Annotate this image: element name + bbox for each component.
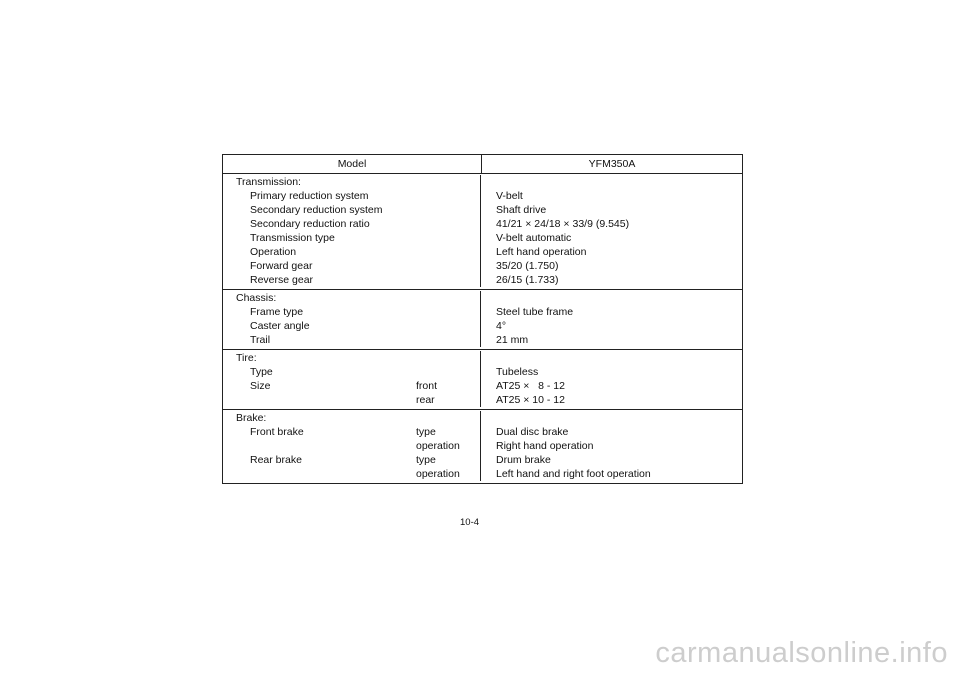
section-title-spacer <box>481 351 742 365</box>
spec-label: Front brake <box>250 426 304 438</box>
section-title-spacer <box>481 291 742 305</box>
spec-label: Primary reduction system <box>250 190 369 202</box>
spec-sublabel: type <box>416 454 436 466</box>
model-label: Model <box>223 155 482 173</box>
spec-value: AT25 × 10 - 12 <box>496 394 565 406</box>
spec-section <box>223 410 742 483</box>
spec-value: 4° <box>496 320 507 332</box>
spec-label: Caster angle <box>250 320 310 332</box>
spec-row-label <box>223 393 480 407</box>
spec-row-label <box>223 189 480 203</box>
spec-labels-column <box>223 291 481 347</box>
spec-values-column <box>481 175 742 287</box>
spec-labels-column <box>223 411 481 481</box>
spec-label: Rear brake <box>250 454 302 466</box>
spec-value: Shaft drive <box>496 204 547 216</box>
spec-label: Type <box>250 366 273 378</box>
spec-value: 35/20 (1.750) <box>496 260 559 272</box>
spec-label: Secondary reduction ratio <box>250 218 370 230</box>
spec-row-label <box>223 379 480 393</box>
spec-row-label <box>223 217 480 231</box>
spec-value: Dual disc brake <box>496 426 569 438</box>
spec-row-label <box>223 425 480 439</box>
spec-label: Reverse gear <box>250 274 314 286</box>
spec-label: Transmission type <box>250 232 335 244</box>
spec-sublabel: rear <box>416 394 435 406</box>
spec-row-label <box>223 203 480 217</box>
spec-sublabel: operation <box>416 440 460 452</box>
spec-value: Left hand operation <box>496 246 587 258</box>
spec-value: Drum brake <box>496 454 551 466</box>
spec-labels-column <box>223 175 481 287</box>
table-header <box>223 155 742 174</box>
watermark: carmanualsonline.info <box>655 637 948 669</box>
spec-label: Forward gear <box>250 260 313 272</box>
spec-values-column <box>481 351 742 407</box>
section-title-spacer <box>481 411 742 425</box>
spec-labels-column <box>223 351 481 407</box>
section-title: Brake: <box>236 412 267 424</box>
spec-value: Right hand operation <box>496 440 594 452</box>
spec-row-label <box>223 365 480 379</box>
spec-label: Secondary reduction system <box>250 204 383 216</box>
spec-section <box>223 174 742 290</box>
spec-value: 41/21 × 24/18 × 33/9 (9.545) <box>496 218 630 230</box>
spec-sublabel: operation <box>416 468 460 480</box>
spec-row-label <box>223 319 480 333</box>
spec-label: Size <box>250 380 271 392</box>
spec-sublabel: type <box>416 426 436 438</box>
spec-row-label <box>223 245 480 259</box>
spec-table <box>222 154 743 484</box>
spec-value: AT25 × 8 - 12 <box>496 380 565 392</box>
page-number: 10-4 <box>460 517 480 528</box>
spec-row-label <box>223 439 480 453</box>
model-value: YFM350A <box>588 158 636 170</box>
spec-value: Tubeless <box>496 366 539 378</box>
section-title: Transmission: <box>236 176 301 188</box>
section-title-spacer <box>481 175 742 189</box>
spec-section <box>223 350 742 410</box>
spec-row-label <box>223 273 480 287</box>
spec-label: Frame type <box>250 306 304 318</box>
section-title: Tire: <box>236 352 257 364</box>
spec-value: V-belt automatic <box>496 232 572 244</box>
spec-value: V-belt <box>496 190 523 202</box>
spec-row-label <box>223 305 480 319</box>
spec-row-label <box>223 259 480 273</box>
spec-value: 26/15 (1.733) <box>496 274 559 286</box>
spec-row-label <box>223 333 480 347</box>
spec-values-column <box>481 291 742 347</box>
spec-values-column <box>481 411 742 481</box>
spec-value: Steel tube frame <box>496 306 574 318</box>
spec-value: 21 mm <box>496 334 529 346</box>
spec-row-label <box>223 231 480 245</box>
spec-label: Trail <box>250 334 271 346</box>
section-title: Chassis: <box>236 292 277 304</box>
spec-row-label <box>223 453 480 467</box>
spec-label: Operation <box>250 246 297 258</box>
spec-section <box>223 290 742 350</box>
spec-value: Left hand and right foot operation <box>496 468 651 480</box>
spec-row-label <box>223 467 480 481</box>
spec-sublabel: front <box>416 380 438 392</box>
